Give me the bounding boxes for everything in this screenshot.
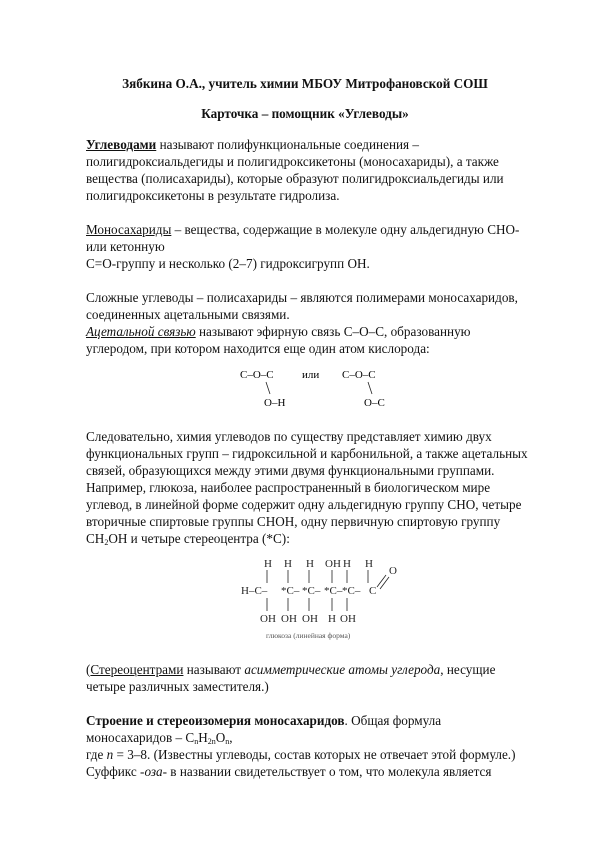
term-stereocenters: Стереоцентрами <box>90 662 184 677</box>
glucose-top-2: H <box>306 558 314 570</box>
acetal-left-bottom: O–H <box>264 397 286 409</box>
p4-line-6: вторичные спиртовые группы СНОН, одну первичную спиртовую группу <box>86 514 501 529</box>
p6-line-3: где n = 3–8. (Известны углеводы, состав которых не отвечает этой формуле.) <box>86 747 516 762</box>
glucose-mid-4: *C– <box>342 585 361 597</box>
glucose-mid-1: *C– <box>281 585 300 597</box>
p4-line-7: $CH_2OH$ и четыре стереоцентра (*С): <box>86 531 290 547</box>
glucose-mid-5: C <box>369 585 377 597</box>
p1-line-1 <box>86 136 556 153</box>
p5-line-2: четыре различных заместителя.) <box>86 679 269 694</box>
glucose-mid-0: H–C– <box>241 585 268 597</box>
acetal-right-top: C–O–C <box>342 369 376 381</box>
acetal-left-top: C–O–C <box>240 369 274 381</box>
p4-line-5: углевод, в линейной форме содержит одну альдегидную группу СНО, четыре <box>86 497 522 512</box>
glucose-oxygen: O <box>389 565 397 577</box>
author-heading: Зябкина О.А., учитель химии МБОУ Митрофановской СОШ <box>122 76 488 91</box>
p3-line-2: соединенных ацетальными связями. <box>86 307 290 322</box>
glucose-caption: глюкоза (линейная форма) <box>266 631 351 640</box>
section-heading-structure: Строение и стереоизомерия моносахаридов <box>86 713 345 728</box>
p1-line-1-rest: называют полифункциональные соединения – <box>156 137 420 152</box>
glucose-top-5: H <box>365 558 373 570</box>
glucose-mid-3: *C– <box>324 585 343 597</box>
p3-line-1: Сложные углеводы – полисахариды – являются полимерами моносахаридов, <box>86 290 518 305</box>
acetal-formula <box>240 362 400 412</box>
term-carbohydrates: Углеводами <box>86 137 157 152</box>
glucose-top-4: H <box>343 558 351 570</box>
term-acetal-bond: Ацетальной связью <box>86 324 196 339</box>
p4-line-3: связей, образующихся между этими двумя функциональными группами. <box>86 463 495 478</box>
glucose-bottom-0: OH <box>260 613 276 625</box>
p1-line-4: полигидроксикетоны в результате гидролиза. <box>86 188 340 203</box>
term-monosaccharides: Моносахариды <box>86 222 172 237</box>
acetal-right-bottom: O–C <box>364 397 385 409</box>
p6-line-2: моносахаридов – $C_nH_{2n}O_n$, <box>86 730 233 746</box>
p3-line-3-rest: называют эфирную связь С–О–С, образованную <box>195 324 471 339</box>
glucose-bottom-2: OH <box>302 613 318 625</box>
glucose-structure <box>236 556 406 642</box>
glucose-mid-2: *C– <box>302 585 321 597</box>
glucose-top-1: H <box>284 558 292 570</box>
p4-line-1: Следовательно, химия углеводов по существу представляет химию двух <box>86 429 492 444</box>
p4-line-2: функциональных групп – гидроксильной и карбонильной, а также ацетальных <box>86 446 528 461</box>
glucose-top-3: OH <box>325 558 341 570</box>
card-title: Карточка – помощник «Углеводы» <box>201 106 409 121</box>
p2-line-2: или кетонную <box>86 239 165 254</box>
p4-line-4: Например, глюкоза, наиболее распространенный в биологическом мире <box>86 480 491 495</box>
p2-line-3: С=О-группу и несколько (2–7) гидроксигрупп ОН. <box>86 256 370 271</box>
p2-line-1: Моносахариды – вещества, содержащие в молекуле одну альдегидную СНО- <box>86 222 520 237</box>
p3-line-4: углеродом, при котором находится еще один атом кислорода: <box>86 341 430 356</box>
p1-line-3: вещества (полисахариды), которые образуют полигидроксиальдегиды или <box>86 171 504 186</box>
p3-line-3 <box>86 323 556 340</box>
p5-line-1: (Стереоцентрами называют асимметрические атомы углерода, несущие <box>86 662 496 677</box>
p6-line-4: Суффикс -оза- в названии свидетельствует о том, что молекула является <box>86 764 492 779</box>
p1-line-2: полигидроксиальдегиды и полигидроксикетоны (моносахариды), а также <box>86 154 499 169</box>
glucose-bottom-1: OH <box>281 613 297 625</box>
glucose-bottom-3: H <box>328 613 336 625</box>
glucose-top-0: H <box>264 558 272 570</box>
p6-line-1: Строение и стереоизомерия моносахаридов. Общая формула <box>86 713 442 728</box>
acetal-or: или <box>302 369 320 381</box>
glucose-bottom-4: OH <box>340 613 356 625</box>
